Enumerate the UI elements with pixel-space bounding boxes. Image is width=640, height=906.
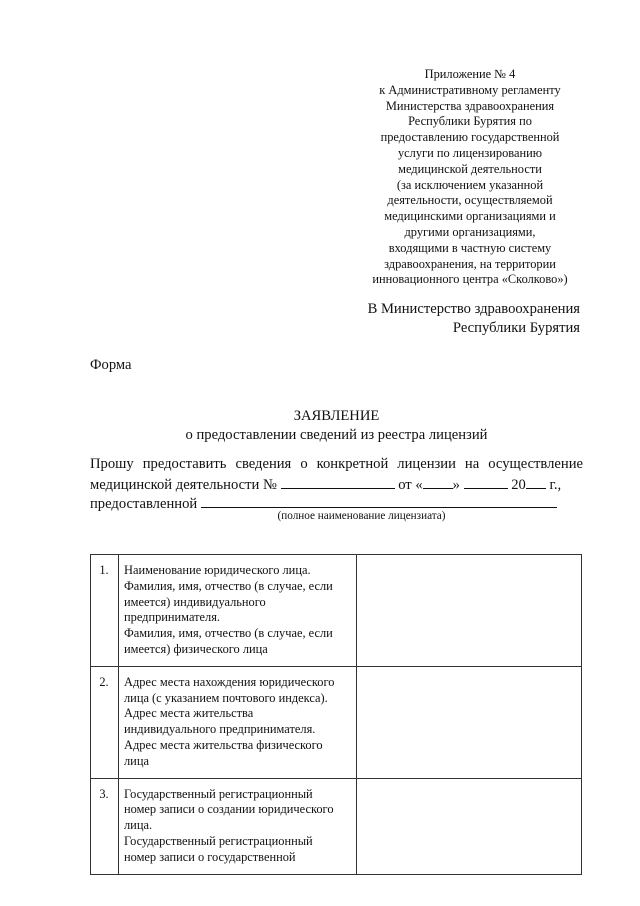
month-field[interactable] — [464, 474, 508, 489]
addressee-line-2: Республики Бурятия — [452, 320, 580, 336]
row-label-line: Государственный регистрационный — [124, 786, 313, 801]
row-label-line: Адрес места нахождения юридического — [124, 674, 335, 689]
request-text: » — [452, 477, 460, 493]
table-row — [91, 778, 582, 874]
row-label-line: имеется) физического лица — [124, 641, 268, 656]
appendix-line: Министерства здравоохранения — [385, 98, 555, 113]
row-label-line: номер записи о государственной — [124, 849, 296, 864]
license-number-field[interactable] — [281, 474, 395, 489]
row-label-line: лица (с указанием почтового индекса). — [124, 690, 328, 705]
request-text: г., — [549, 477, 562, 493]
appendix-line: медицинской деятельности — [398, 161, 542, 176]
row-value-cell[interactable] — [357, 666, 582, 778]
request-text: от « — [398, 477, 423, 493]
row-number: 2. — [91, 666, 119, 778]
appendix-line: Республики Бурятия по — [408, 114, 532, 129]
row-label-line: Адрес места жительства — [124, 706, 254, 721]
row-label-line: индивидуального предпринимателя. — [124, 722, 316, 737]
day-field[interactable] — [423, 474, 453, 489]
licensee-info-table — [90, 554, 582, 875]
appendix-line: входящими в частную систему — [388, 240, 552, 255]
row-label-line: Наименование юридического лица. — [124, 563, 311, 577]
request-line-1: Прошу предоставить сведения о конкретной лицензии на осуществление — [90, 456, 583, 472]
row-label-line: предпринимателя. — [124, 610, 221, 625]
request-line-2 — [90, 474, 583, 495]
appendix-line: медицинскими организациями и — [384, 209, 556, 224]
request-text: медицинской деятельности № — [90, 477, 277, 493]
licensee-name-caption: (полное наименование лицензиата) — [277, 510, 446, 522]
row-label-line: лица — [124, 753, 149, 768]
row-label — [119, 778, 357, 874]
request-text: предоставленной — [90, 496, 198, 512]
row-label-line: номер записи о создании юридического — [124, 802, 334, 817]
appendix-line: здравоохранения, на территории — [384, 256, 556, 271]
row-label-line: Адрес места жительства физического — [124, 737, 323, 752]
table-row — [91, 666, 582, 778]
row-label — [119, 555, 357, 667]
year-field[interactable] — [526, 474, 546, 489]
appendix-header — [350, 67, 590, 288]
document-subtitle: о предоставлении сведений из реестра лицензий — [185, 427, 488, 443]
form-label: Форма — [90, 357, 132, 373]
appendix-line: (за исключением указанной — [396, 177, 544, 192]
addressee-line-1: В Министерство здравоохранения — [367, 301, 580, 317]
appendix-line: деятельности, осуществляемой — [387, 193, 553, 208]
row-value-cell[interactable] — [357, 778, 582, 874]
addressee-block — [330, 300, 580, 338]
row-value-cell[interactable] — [357, 555, 582, 667]
document-title: ЗАЯВЛЕНИЕ — [293, 408, 380, 424]
appendix-line: инновационного центра «Сколково») — [372, 272, 568, 287]
row-label-line: Фамилия, имя, отчество (в случае, если — [124, 626, 333, 641]
appendix-line: к Административному регламенту — [379, 82, 561, 97]
licensee-name-field[interactable] — [201, 493, 557, 508]
row-label-line: лица. — [124, 818, 153, 833]
appendix-line: услуги по лицензированию — [397, 145, 542, 160]
row-number: 1. — [91, 555, 119, 667]
row-number: 3. — [91, 778, 119, 874]
table-row — [91, 555, 582, 667]
appendix-line: другими организациями, — [404, 224, 536, 239]
row-label-line: Государственный регистрационный — [124, 833, 313, 848]
row-label-line: Фамилия, имя, отчество (в случае, если — [124, 578, 333, 593]
row-label-line: имеется) индивидуального — [124, 594, 266, 609]
row-label — [119, 666, 357, 778]
appendix-line: Приложение № 4 — [424, 67, 516, 81]
appendix-line: предоставлению государственной — [380, 130, 560, 145]
request-text: 20 — [511, 477, 526, 493]
